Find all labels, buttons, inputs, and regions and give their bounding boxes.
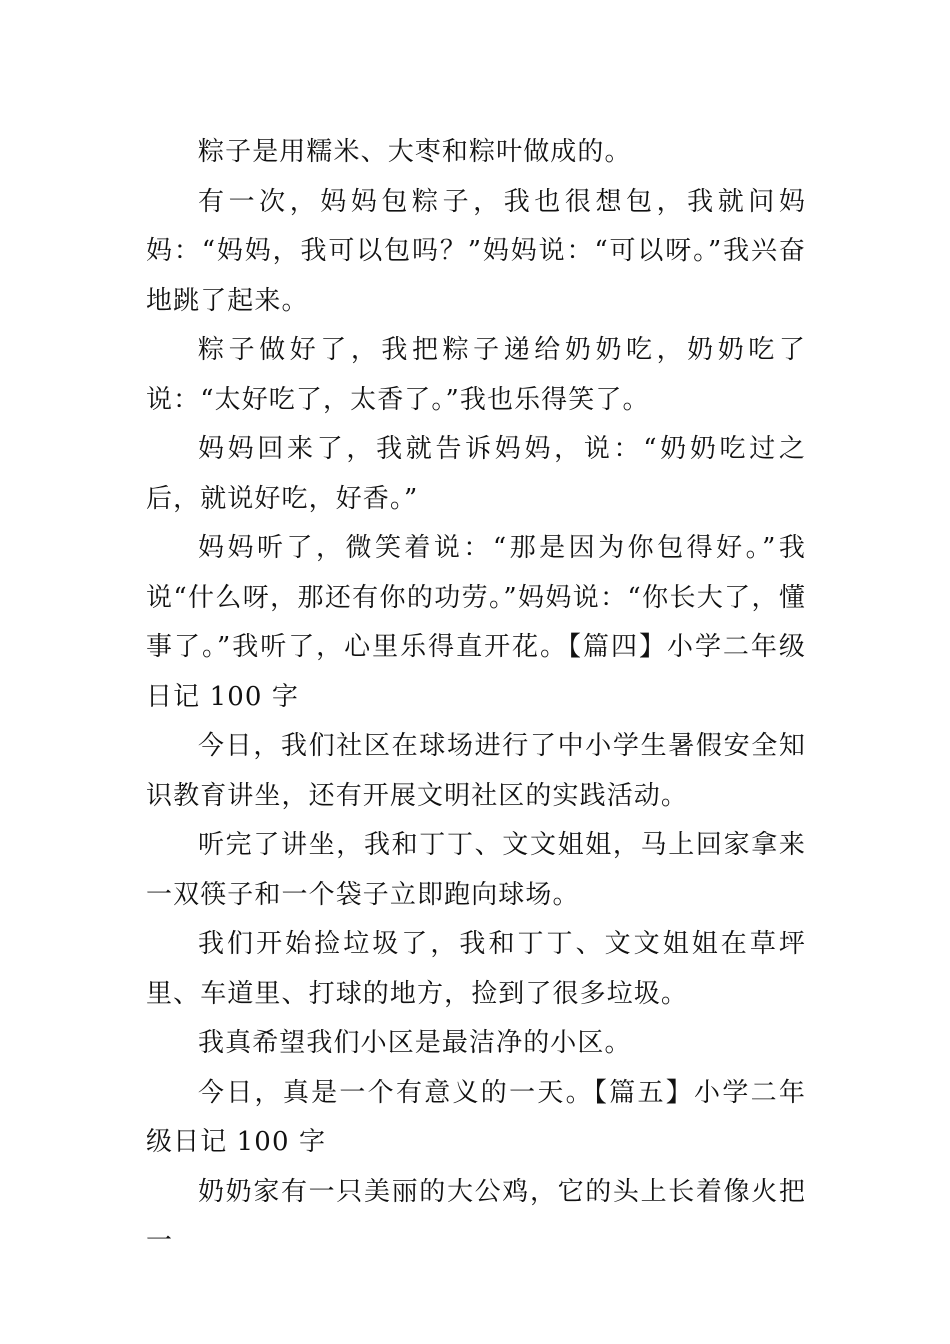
paragraph: 我真希望我们小区是最洁净的小区。 (198, 1028, 632, 1058)
paragraph: 妈妈回来了，我就告诉妈妈，说：“奶奶吃过之后，就说好吃，好香。” (146, 434, 806, 514)
paragraph: 有一次，妈妈包粽子，我也很想包，我就问妈妈：“妈妈，我可以包吗？”妈妈说：“可以呀。”我兴奋地跳了起来。 (146, 186, 806, 316)
paragraph: 粽子做好了，我把粽子递给奶奶吃，奶奶吃了说：“太好吃了，太香了。”我也乐得笑了。 (146, 335, 806, 415)
paragraph: 妈妈听了，微笑着说：“那是因为你包得好。”我说“什么呀，那还有你的功劳。”妈妈说：“你长大了，懂事了。”我听了，心里乐得直开花。【篇四】小学二年级日记 100 字 (146, 533, 806, 712)
paragraph: 粽子是用糯米、大枣和粽叶做成的。 (198, 137, 632, 167)
paragraph: 今日，我们社区在球场进行了中小学生暑假安全知识教育讲坐，还有开展文明社区的实践活动。 (146, 731, 806, 811)
document-body (146, 128, 806, 1267)
paragraph: 奶奶家有一只美丽的大公鸡，它的头上长着像火把一 (146, 1176, 806, 1256)
paragraph: 今日，真是一个有意义的一天。【篇五】小学二年级日记 100 字 (146, 1077, 806, 1157)
paragraph: 我们开始捡垃圾了，我和丁丁、文文姐姐在草坪里、车道里、打球的地方，捡到了很多垃圾。 (146, 929, 806, 1009)
paragraph: 听完了讲坐，我和丁丁、文文姐姐，马上回家拿来一双筷子和一个袋子立即跑向球场。 (146, 830, 806, 910)
